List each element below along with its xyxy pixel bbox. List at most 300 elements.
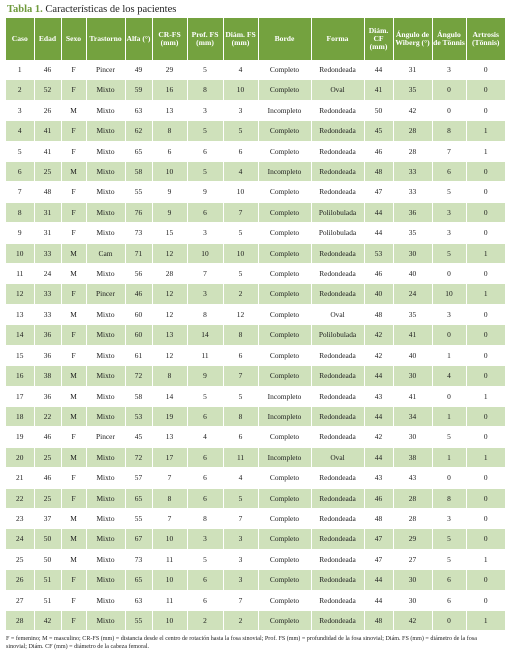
table-cell: Mixto [86, 529, 125, 549]
table-cell: 52 [34, 80, 61, 100]
table-cell: 62 [125, 121, 152, 141]
table-cell: 42 [364, 345, 393, 365]
table-cell: 11 [6, 264, 34, 284]
table-cell: M [61, 100, 86, 120]
table-cell: 36 [34, 345, 61, 365]
table-cell: 12 [152, 243, 187, 263]
table-header-row [6, 18, 505, 60]
table-cell: 65 [125, 570, 152, 590]
table-cell: 10 [152, 529, 187, 549]
table-cell: 8 [187, 304, 223, 324]
table-cell: 0 [466, 325, 505, 345]
table-cell: 36 [34, 325, 61, 345]
table-cell: Completo [258, 202, 311, 222]
table-cell: 5 [432, 549, 466, 569]
table-cell: 5 [187, 121, 223, 141]
table-cell: 8 [432, 121, 466, 141]
table-cell: 63 [125, 100, 152, 120]
table-cell: 0 [466, 182, 505, 202]
table-cell: Redondeada [311, 529, 364, 549]
table-cell: 0 [466, 304, 505, 324]
column-header: Artrosis (Tönnis) [466, 18, 505, 60]
table-cell: 71 [125, 243, 152, 263]
column-header: Alfa (°) [125, 18, 152, 60]
table-cell: 46 [34, 60, 61, 80]
table-cell: 5 [187, 60, 223, 80]
table-cell: 0 [466, 80, 505, 100]
table-cell: Mixto [86, 447, 125, 467]
table-cell: Redondeada [311, 366, 364, 386]
table-cell: 13 [152, 100, 187, 120]
table-cell: Redondeada [311, 508, 364, 528]
table-cell: M [61, 243, 86, 263]
table-cell: 48 [364, 162, 393, 182]
table-cell: 28 [393, 141, 432, 161]
table-cell: 19 [6, 427, 34, 447]
table-cell: Redondeada [311, 100, 364, 120]
table-cell: 50 [364, 100, 393, 120]
table-cell: 8 [152, 366, 187, 386]
table-cell: M [61, 304, 86, 324]
table-cell: 46 [364, 488, 393, 508]
table-cell: 6 [187, 488, 223, 508]
table-cell: 12 [152, 284, 187, 304]
table-cell: 28 [393, 488, 432, 508]
table-cell: Mixto [86, 264, 125, 284]
column-header: Diám. FS (mm) [223, 18, 258, 60]
table-cell: 0 [466, 488, 505, 508]
table-cell: Completo [258, 264, 311, 284]
table-cell: 4 [223, 468, 258, 488]
table-row [6, 590, 505, 610]
table-cell: 73 [125, 549, 152, 569]
table-cell: 49 [125, 60, 152, 80]
table-cell: 28 [393, 121, 432, 141]
table-cell: 63 [125, 590, 152, 610]
table-cell: Completo [258, 223, 311, 243]
table-cell: 2 [6, 80, 34, 100]
table-cell: M [61, 366, 86, 386]
table-cell: 60 [125, 304, 152, 324]
table-cell: 58 [125, 386, 152, 406]
table-row [6, 202, 505, 222]
table-cell: Mixto [86, 406, 125, 426]
table-cell: F [61, 223, 86, 243]
table-cell: 1 [466, 141, 505, 161]
table-cell: 45 [125, 427, 152, 447]
table-row [6, 570, 505, 590]
table-row [6, 488, 505, 508]
table-cell: 14 [187, 325, 223, 345]
table-cell: F [61, 590, 86, 610]
table-cell: 12 [152, 304, 187, 324]
table-cell: 41 [393, 325, 432, 345]
table-row [6, 366, 505, 386]
table-cell: 38 [34, 366, 61, 386]
table-cell: 51 [34, 570, 61, 590]
table-cell: 3 [223, 529, 258, 549]
table-cell: Completo [258, 488, 311, 508]
table-cell: 16 [6, 366, 34, 386]
table-cell: 67 [125, 529, 152, 549]
table-cell: Polilobulada [311, 325, 364, 345]
table-cell: 46 [125, 284, 152, 304]
table-cell: 45 [364, 121, 393, 141]
table-cell: Mixto [86, 80, 125, 100]
table-cell: 42 [364, 427, 393, 447]
table-row [6, 304, 505, 324]
table-cell: 8 [432, 488, 466, 508]
table-cell: 5 [223, 488, 258, 508]
table-cell: Mixto [86, 386, 125, 406]
table-cell: F [61, 570, 86, 590]
table-cell: 47 [364, 549, 393, 569]
table-body [6, 60, 505, 631]
table-cell: Mixto [86, 182, 125, 202]
table-cell: M [61, 162, 86, 182]
table-cell: 0 [466, 60, 505, 80]
table-cell: 7 [223, 590, 258, 610]
table-row [6, 529, 505, 549]
table-cell: 0 [432, 468, 466, 488]
column-header: Prof. FS (mm) [187, 18, 223, 60]
table-cell: 0 [466, 264, 505, 284]
table-cell: 48 [364, 508, 393, 528]
table-cell: 6 [223, 345, 258, 365]
table-cell: 0 [432, 80, 466, 100]
table-cell: Oval [311, 304, 364, 324]
table-cell: Redondeada [311, 590, 364, 610]
table-cell: 6 [187, 590, 223, 610]
table-cell: 9 [187, 366, 223, 386]
table-row [6, 223, 505, 243]
table-cell: 12 [223, 304, 258, 324]
table-cell: 40 [364, 284, 393, 304]
table-row [6, 80, 505, 100]
table-cell: Completo [258, 345, 311, 365]
table-cell: 10 [6, 243, 34, 263]
table-cell: 6 [223, 141, 258, 161]
table-cell: 0 [466, 529, 505, 549]
table-cell: 12 [6, 284, 34, 304]
table-cell: Completo [258, 570, 311, 590]
table-cell: 30 [393, 366, 432, 386]
table-cell: 5 [432, 182, 466, 202]
table-cell: 40 [393, 264, 432, 284]
table-cell: 13 [6, 304, 34, 324]
table-row [6, 549, 505, 569]
table-cell: Redondeada [311, 549, 364, 569]
table-cell: 9 [6, 223, 34, 243]
table-caption [7, 3, 485, 16]
table-cell: Cam [86, 243, 125, 263]
table-cell: 31 [393, 60, 432, 80]
table-cell: 46 [364, 264, 393, 284]
table-cell: Incompleto [258, 447, 311, 467]
column-header: Ángulo de Wiberg (°) [393, 18, 432, 60]
table-cell: 46 [364, 141, 393, 161]
table-cell: Mixto [86, 508, 125, 528]
table-cell: 8 [6, 202, 34, 222]
table-cell: 47 [364, 529, 393, 549]
table-cell: 5 [432, 427, 466, 447]
table-cell: 14 [152, 386, 187, 406]
table-row [6, 60, 505, 80]
table-label: Tabla 1. [7, 4, 43, 15]
table-cell: Completo [258, 468, 311, 488]
table-cell: 28 [152, 264, 187, 284]
table-cell: 4 [187, 427, 223, 447]
table-cell: 10 [187, 243, 223, 263]
table-cell: 0 [466, 202, 505, 222]
table-cell: 44 [364, 202, 393, 222]
table-cell: 5 [223, 264, 258, 284]
table-cell: 0 [466, 100, 505, 120]
table-cell: 53 [125, 406, 152, 426]
table-cell: Mixto [86, 223, 125, 243]
table-cell: 25 [6, 549, 34, 569]
table-cell: 31 [34, 202, 61, 222]
table-cell: Completo [258, 610, 311, 630]
table-cell: 7 [152, 468, 187, 488]
table-cell: Completo [258, 427, 311, 447]
table-row [6, 182, 505, 202]
table-cell: 6 [6, 162, 34, 182]
table-cell: F [61, 610, 86, 630]
table-cell: Redondeada [311, 488, 364, 508]
table-cell: 26 [6, 570, 34, 590]
table-cell: 31 [34, 223, 61, 243]
table-cell: 0 [432, 100, 466, 120]
table-cell: 41 [393, 386, 432, 406]
table-row [6, 141, 505, 161]
column-header: Sexo [61, 18, 86, 60]
table-cell: 6 [187, 570, 223, 590]
table-cell: 50 [34, 529, 61, 549]
table-cell: 44 [364, 570, 393, 590]
table-cell: F [61, 60, 86, 80]
table-row [6, 345, 505, 365]
table-cell: 9 [152, 182, 187, 202]
table-cell: Mixto [86, 590, 125, 610]
table-cell: 10 [152, 570, 187, 590]
table-cell: Pincer [86, 284, 125, 304]
table-cell: 7 [152, 508, 187, 528]
table-row [6, 447, 505, 467]
table-cell: Mixto [86, 100, 125, 120]
table-cell: 10 [432, 284, 466, 304]
table-cell: 28 [6, 610, 34, 630]
table-cell: 0 [466, 590, 505, 610]
table-cell: 8 [187, 508, 223, 528]
table-cell: 28 [393, 508, 432, 528]
table-cell: Mixto [86, 366, 125, 386]
table-cell: 3 [432, 508, 466, 528]
table-cell: Mixto [86, 549, 125, 569]
table-cell: Completo [258, 243, 311, 263]
table-cell: 6 [187, 406, 223, 426]
table-cell: 1 [466, 243, 505, 263]
table-cell: Mixto [86, 162, 125, 182]
table-cell: 1 [466, 549, 505, 569]
table-cell: Mixto [86, 121, 125, 141]
table-cell: 1 [432, 406, 466, 426]
table-cell: 21 [6, 468, 34, 488]
table-cell: Completo [258, 141, 311, 161]
table-cell: 11 [152, 590, 187, 610]
table-cell: 7 [432, 141, 466, 161]
table-cell: 10 [223, 182, 258, 202]
table-cell: 0 [466, 406, 505, 426]
table-cell: Redondeada [311, 60, 364, 80]
table-cell: 0 [466, 162, 505, 182]
table-cell: Pincer [86, 427, 125, 447]
table-cell: Completo [258, 590, 311, 610]
table-cell: 17 [6, 386, 34, 406]
table-cell: Completo [258, 284, 311, 304]
table-cell: 15 [6, 345, 34, 365]
table-cell: 5 [187, 162, 223, 182]
table-cell: M [61, 406, 86, 426]
table-cell: 0 [466, 508, 505, 528]
table-row [6, 325, 505, 345]
table-cell: 2 [223, 610, 258, 630]
table-cell: Redondeada [311, 386, 364, 406]
table-cell: 25 [34, 447, 61, 467]
table-cell: Completo [258, 529, 311, 549]
table-cell: 55 [125, 508, 152, 528]
table-cell: 48 [364, 610, 393, 630]
table-cell: 25 [34, 162, 61, 182]
table-cell: 44 [364, 447, 393, 467]
table-cell: 30 [393, 590, 432, 610]
table-cell: 30 [393, 427, 432, 447]
table-cell: 11 [152, 549, 187, 569]
table-cell: 1 [466, 610, 505, 630]
table-cell: 0 [432, 386, 466, 406]
table-cell: 1 [466, 386, 505, 406]
table-cell: 40 [393, 345, 432, 365]
column-header: Edad [34, 18, 61, 60]
table-row [6, 610, 505, 630]
table-cell: 19 [152, 406, 187, 426]
table-cell: 8 [152, 488, 187, 508]
table-cell: F [61, 121, 86, 141]
table-cell: 5 [187, 549, 223, 569]
table-cell: F [61, 80, 86, 100]
table-cell: Redondeada [311, 264, 364, 284]
table-cell: 11 [223, 447, 258, 467]
table-cell: 43 [364, 386, 393, 406]
table-cell: 0 [432, 325, 466, 345]
table-cell: M [61, 386, 86, 406]
table-cell: 23 [6, 508, 34, 528]
table-cell: Redondeada [311, 406, 364, 426]
table-cell: Redondeada [311, 141, 364, 161]
table-cell: 46 [34, 468, 61, 488]
table-cell: 13 [152, 427, 187, 447]
table-cell: 3 [187, 284, 223, 304]
table-cell: 3 [432, 304, 466, 324]
table-cell: 3 [187, 223, 223, 243]
table-cell: Completo [258, 325, 311, 345]
table-row [6, 100, 505, 120]
table-cell: M [61, 508, 86, 528]
table-cell: Incompleto [258, 406, 311, 426]
column-header: Borde [258, 18, 311, 60]
table-cell: 35 [393, 80, 432, 100]
table-cell: Mixto [86, 610, 125, 630]
table-cell: Redondeada [311, 121, 364, 141]
table-cell: F [61, 345, 86, 365]
table-cell: Mixto [86, 468, 125, 488]
table-cell: 46 [34, 427, 61, 447]
table-cell: 1 [466, 447, 505, 467]
table-cell: F [61, 202, 86, 222]
column-header: Diám. CF (mm) [364, 18, 393, 60]
table-cell: 1 [466, 284, 505, 304]
table-cell: 9 [187, 182, 223, 202]
table-cell: Completo [258, 549, 311, 569]
table-cell: 35 [393, 223, 432, 243]
table-cell: Completo [258, 304, 311, 324]
table-cell: 41 [34, 121, 61, 141]
column-header: Caso [6, 18, 34, 60]
table-cell: M [61, 549, 86, 569]
table-cell: 65 [125, 488, 152, 508]
table-footnote: F = femenino; M = masculino; CR-FS (mm) = distancia desde el centro de rotación hasta la fosa sinovial; Prof. FS (mm) = profundidad de la fosa sinovial; Diám. FS (mm) = diámetro de la fosa sinovial; Diám. CF (mm) = diámetro de la cabeza femoral. [6, 636, 477, 651]
table-cell: 4 [223, 162, 258, 182]
table-cell: 14 [6, 325, 34, 345]
table-cell: 24 [34, 264, 61, 284]
table-row [6, 121, 505, 141]
table-cell: 4 [6, 121, 34, 141]
table-row [6, 284, 505, 304]
table-cell: 29 [393, 529, 432, 549]
table-cell: Completo [258, 121, 311, 141]
table-cell: 5 [223, 121, 258, 141]
table-cell: 37 [34, 508, 61, 528]
table-cell: 6 [187, 468, 223, 488]
table-cell: 12 [152, 345, 187, 365]
table-cell: Redondeada [311, 243, 364, 263]
table-cell: 8 [223, 325, 258, 345]
table-cell: 60 [125, 325, 152, 345]
table-cell: Mixto [86, 202, 125, 222]
table-cell: 0 [466, 345, 505, 365]
table-cell: 43 [364, 468, 393, 488]
table-cell: M [61, 529, 86, 549]
table-cell: 72 [125, 366, 152, 386]
table-cell: 18 [6, 406, 34, 426]
table-cell: 0 [466, 366, 505, 386]
table-cell: 48 [34, 182, 61, 202]
table-cell: 42 [393, 610, 432, 630]
table-cell: 6 [432, 570, 466, 590]
table-cell: Completo [258, 80, 311, 100]
table-cell: 57 [125, 468, 152, 488]
table-cell: Oval [311, 80, 364, 100]
table-cell: 44 [364, 60, 393, 80]
table-cell: 7 [223, 366, 258, 386]
table-cell: 50 [34, 549, 61, 569]
patients-table [6, 18, 505, 631]
table-row [6, 427, 505, 447]
table-cell: Incompleto [258, 162, 311, 182]
table-cell: Oval [311, 447, 364, 467]
table-cell: 24 [6, 529, 34, 549]
table-cell: 55 [125, 610, 152, 630]
